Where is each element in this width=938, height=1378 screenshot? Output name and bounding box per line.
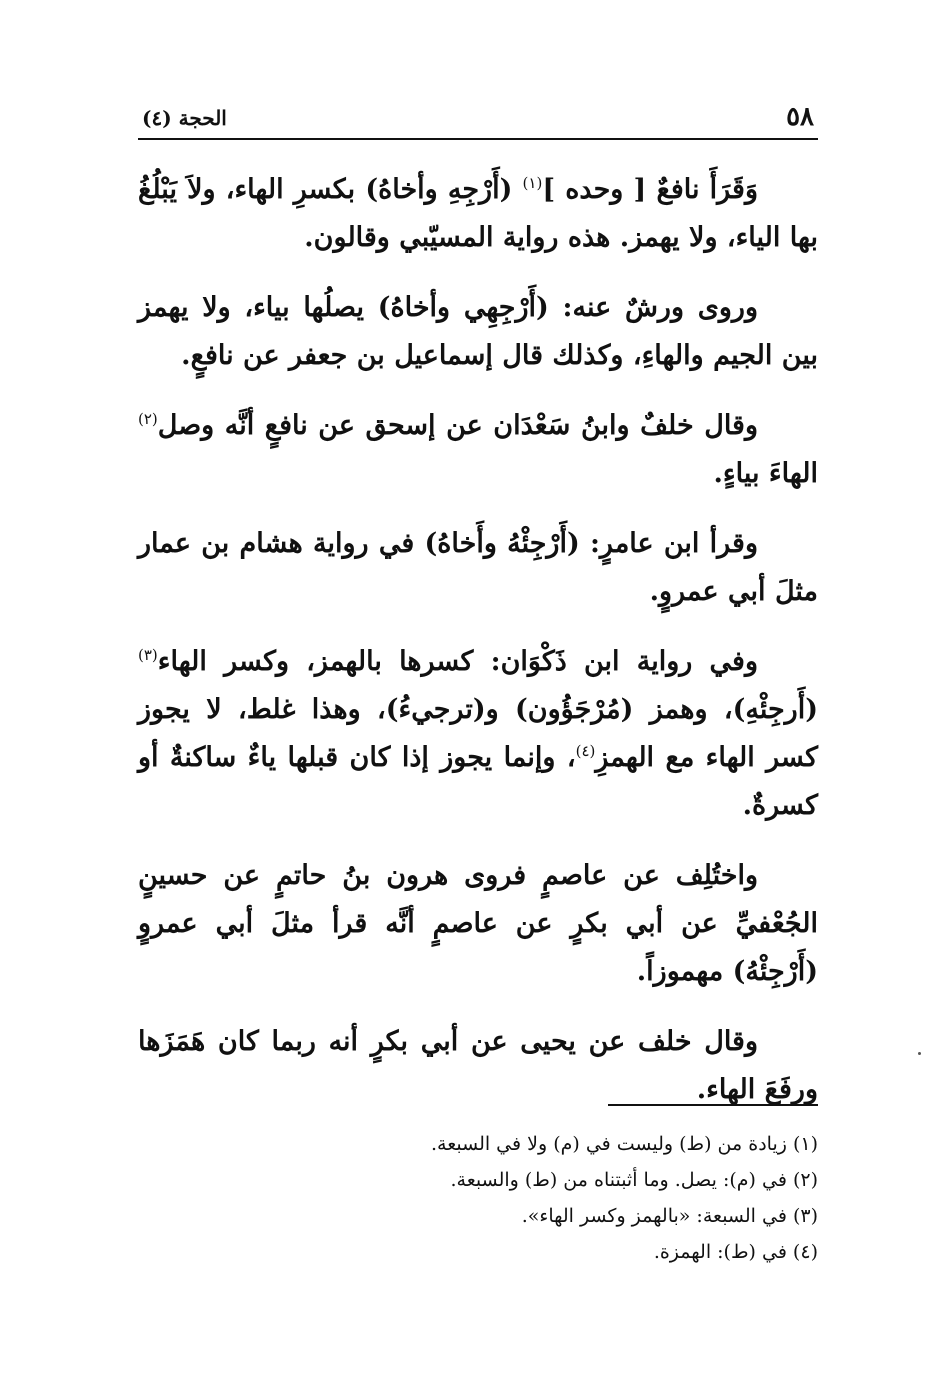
- paragraph-3: [138, 402, 818, 498]
- footnote-ref-1: (١): [522, 174, 543, 192]
- footnote-ref-2: (٢): [138, 410, 158, 428]
- text-segment: وَقَرَأَ نافعٌ [ وحده ]: [542, 174, 758, 205]
- footnote-ref-3: (٣): [138, 646, 158, 664]
- footnote-1: (١) زيادة من (ط) وليست في (م) ولا في السبعة.: [431, 1133, 818, 1155]
- footnote-4: (٤) في (ط): الهمزة.: [653, 1241, 818, 1263]
- paragraph-1: [138, 166, 818, 262]
- paragraph-7: [138, 1018, 818, 1114]
- book-page: [138, 96, 818, 1296]
- paragraph-6: [138, 852, 818, 996]
- footnote-3: (٣) في السبعة: «بالهمز وكسر الهاء».: [521, 1205, 818, 1227]
- paragraph-4: [138, 520, 818, 616]
- footnotes: [138, 1126, 818, 1270]
- paragraph-2: [138, 284, 818, 380]
- text-segment: وقال خلف عن يحيى عن أبي بكرٍ أنه ربما كان هَمَزَها ورفَعَ الهاء.: [138, 1026, 818, 1105]
- text-segment: (أَرجِئْهِ)، وهمز (مُرْجَؤُون) و(ترجيءُ)، وهذا غلط، لا يجوز كسر الهاء مع الهمزِ: [138, 694, 818, 773]
- text-segment: واختُلِف عن عاصمٍ فروى هرون بنُ حاتمٍ عن حسينٍ الجُعْفيِّ عن أبي بكرٍ عن عاصمٍ أنَّه قرأ مثلَ أبي عمروٍ (أَرْجِئْهُ) مهموزاً.: [138, 860, 818, 987]
- book-title: الحجة (٤): [142, 106, 227, 130]
- running-head: [138, 96, 818, 140]
- page-number: ٥٨: [786, 102, 814, 132]
- footnote-separator: [608, 1104, 818, 1106]
- text-segment: وقرأ ابن عامرٍ: (أَرْجِئْهُ وأَخاهُ) في رواية هشام بن عمار مثلَ أبي عمروٍ.: [138, 528, 818, 607]
- text-segment: وفي رواية ابن ذَكْوَان: كسرها بالهمز، وكسر الهاء: [157, 646, 758, 677]
- text-segment: وروى ورشٌ عنه: (أَرْجِهِي وأخاهُ) يصلُها بياء، ولا يهمز بين الجيم والهاءِ، وكذلك قال إسماعيل بن جعفر عن نافعٍ.: [138, 292, 818, 371]
- text-segment: (أَرْجِهِ وأخاهُ) بكسرِ الهاء، ولاَ يَبْلُغُ بها الياء، ولا يهمز. هذه رواية المسيّبي وقالون.: [138, 174, 818, 253]
- footnote-ref-4: (٤): [575, 742, 596, 760]
- body-text: [138, 166, 818, 1114]
- text-segment: ، وإنما يجوز إذا كان قبلها ياءٌ ساكنةٌ أو كسرةٌ.: [138, 742, 818, 821]
- text-segment: الهاءَ بياءٍ.: [713, 458, 818, 489]
- footnote-2: (٢) في (م): يصل. وما أثبتناه من (ط) والسبعة.: [450, 1169, 818, 1191]
- margin-speck: [918, 1052, 921, 1055]
- text-segment: وقال خلفٌ وابنُ سَعْدَان عن إسحق عن نافعٍ أنَّه وصل: [157, 410, 758, 441]
- paragraph-5: [138, 638, 818, 830]
